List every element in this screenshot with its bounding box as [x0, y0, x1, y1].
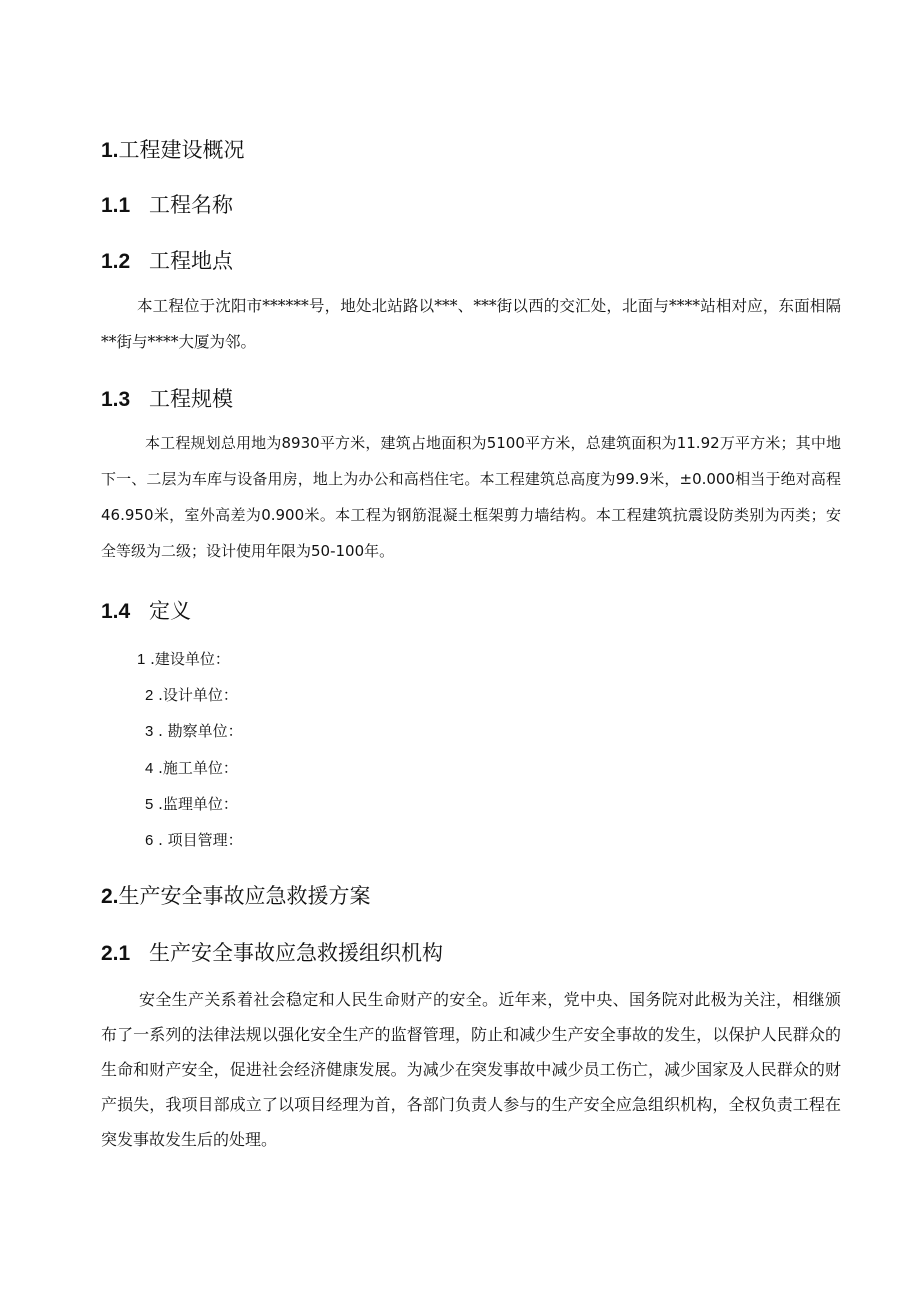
scale-paragraph: 本工程规划总用地为8930平方米，建筑占地面积为5100平方米，总建筑面积为11.92万平方米；其中地下一、二层为车库与设备用房，地上为办公和高档住宅。本工程建筑总高度为99.9米，±0.000相当于绝对高程46.950米，室外高差为0.900米。本工程为钢筋混凝土框架剪力墙结构。本工程建筑抗震设防类别为丙类；安全等级为二级；设计使用年限为50-100年。: [101, 434, 841, 560]
section-number: 1.3: [101, 388, 131, 411]
definition-item: [145, 757, 238, 778]
definition-label: . 勘察单位：: [158, 722, 243, 740]
definition-item: [145, 829, 243, 850]
section-heading-1-1: [101, 189, 233, 219]
definition-label: .监理单位：: [158, 795, 238, 813]
location-paragraph: 本工程位于沈阳市******号，地处北站路以***、***街以西的交汇处，北面与****站相对应，东面相隔**街与****大厦为邻。: [101, 297, 841, 351]
definition-number: 1: [137, 651, 146, 668]
section-heading-2-1: [101, 937, 443, 967]
section-title: 工程名称: [149, 193, 233, 217]
definition-number: 6: [145, 832, 154, 849]
definition-number: 3: [145, 723, 154, 740]
section-heading-1-2: [101, 245, 233, 275]
section-title: 生产安全事故应急救援方案: [118, 884, 371, 908]
section-heading-1-4: [101, 595, 191, 625]
section-title: 生产安全事故应急救援组织机构: [149, 941, 443, 965]
definition-item: [145, 684, 238, 705]
definition-label: .设计单位：: [158, 686, 238, 704]
definition-item: [145, 793, 238, 814]
definition-number: 5: [145, 796, 154, 813]
definition-number: 2: [145, 687, 154, 704]
definition-number: 4: [145, 760, 154, 777]
section-number: 1.2: [101, 250, 131, 273]
section-heading-1: [101, 134, 245, 164]
section-title: 工程地点: [149, 249, 233, 273]
section-number: 2.1: [101, 942, 131, 965]
section-number: 1.: [101, 139, 119, 162]
definition-label: . 项目管理：: [158, 831, 243, 849]
section-heading-2: [101, 880, 371, 910]
definition-item: [145, 720, 243, 741]
section-title: 定义: [149, 599, 191, 623]
section-heading-1-3: [101, 383, 233, 413]
section-number: 1.1: [101, 194, 131, 217]
definition-label: .施工单位：: [158, 759, 238, 777]
section-number: 1.4: [101, 600, 131, 623]
section-title: 工程规模: [149, 387, 233, 411]
organization-paragraph: 安全生产关系着社会稳定和人民生命财产的安全。近年来，党中央、国务院对此极为关注，相继颁布了一系列的法律法规以强化安全生产的监督管理，防止和减少生产安全事故的发生，以保护人民群众的生命和财产安全，促进社会经济健康发展。为减少在突发事故中减少员工伤亡，减少国家及人民群众的财产损失，我项目部成立了以项目经理为首，各部门负责人参与的生产安全应急组织机构，全权负责工程在突发事故发生后的处理。: [101, 990, 841, 1149]
definition-item: [137, 648, 230, 669]
section-title: 工程建设概况: [118, 138, 245, 162]
section-number: 2.: [101, 885, 119, 908]
definition-label: .建设单位：: [150, 650, 230, 668]
